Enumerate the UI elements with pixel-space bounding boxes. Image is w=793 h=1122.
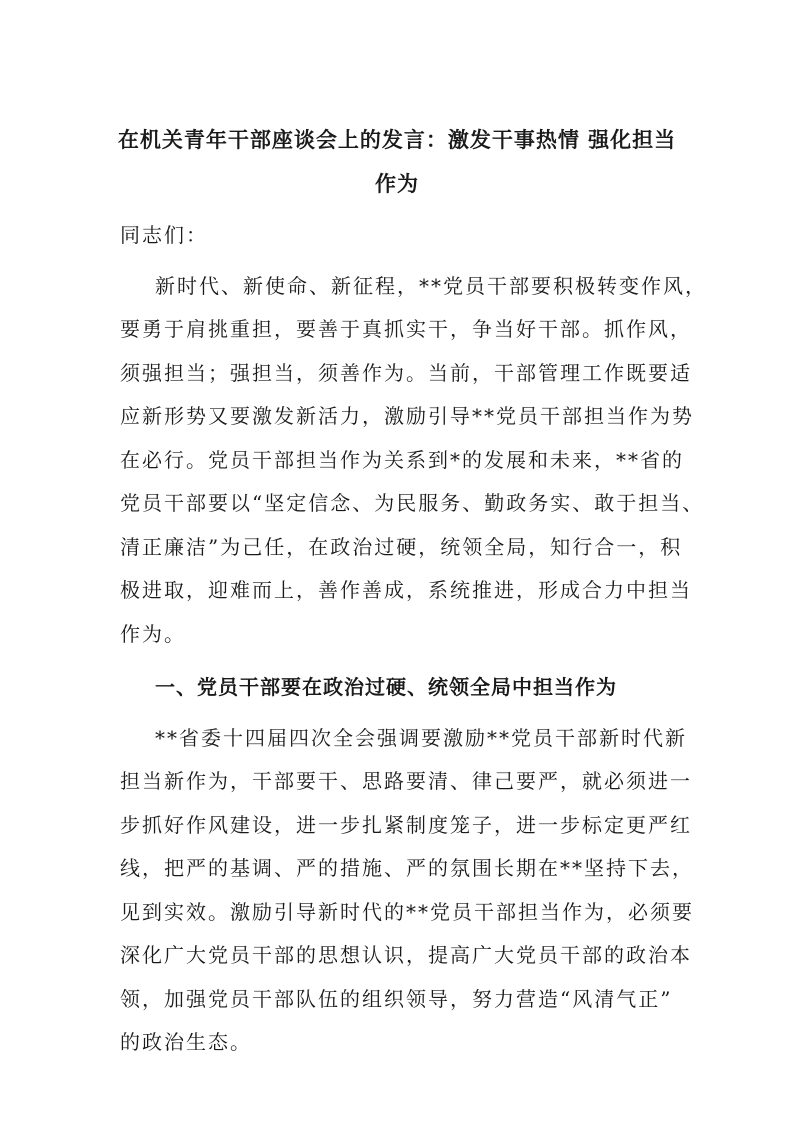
paragraph-line: 应新形势又要激发新活力，激励引导**党员干部担当作为势 [120, 404, 694, 428]
paragraph-line: 极进取，迎难而上，善作善成，系统推进，形成合力中担当 [120, 578, 692, 602]
document-title-line-1: 在机关青年干部座谈会上的发言：激发干事热情 强化担当 [117, 128, 677, 152]
paragraph-line: 见到实效。激励引导新时代的**党员干部担当作为，必须要 [120, 900, 694, 924]
paragraph-line: 的政治生态。 [120, 1030, 252, 1054]
paragraph-line: 线，把严的基调、严的措施、严的氛围长期在**坚持下去， [120, 856, 694, 880]
paragraph-line: 领，加强党员干部队伍的组织领导，努力营造“风清气正” [120, 987, 673, 1011]
paragraph-line: 党员干部要以“坚定信念、为民服务、勤政务实、敢于担当、 [120, 491, 705, 515]
paragraph-line: **省委十四届四次全会强调要激励**党员干部新时代新 [155, 726, 687, 750]
paragraph-line: 要勇于肩挑重担，要善于真抓实干，争当好干部。抓作风， [120, 317, 692, 341]
paragraph-line: 作为。 [120, 622, 186, 646]
document-title-line-2: 作为 [375, 172, 419, 196]
paragraph-line: 步抓好作风建设，进一步扎紧制度笼子，进一步标定更严红 [120, 813, 692, 837]
paragraph-line: 须强担当；强担当，须善作为。当前，干部管理工作既要适 [120, 361, 692, 385]
section-heading: 一、党员干部要在政治过硬、统领全局中担当作为 [155, 675, 617, 699]
paragraph-line: 担当新作为，干部要干、思路要清、律己要严，就必须进一 [120, 769, 692, 793]
paragraph-line: 深化广大党员干部的思想认识，提高广大党员干部的政治本 [120, 943, 692, 967]
salutation: 同志们： [120, 223, 208, 247]
paragraph-line: 清正廉洁”为己任，在政治过硬，统领全局，知行合一，积 [120, 535, 683, 559]
paragraph-line: 新时代、新使命、新征程，**党员干部要积极转变作风， [155, 274, 707, 298]
paragraph-line: 在必行。党员干部担当作为关系到*的发展和未来，**省的 [120, 448, 684, 472]
